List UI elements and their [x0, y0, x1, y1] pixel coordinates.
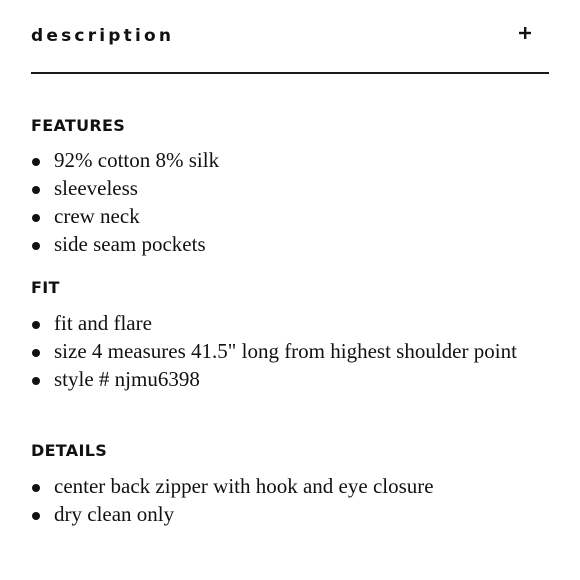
header-divider	[31, 72, 549, 74]
list-item-text: center back zipper with hook and eye closure	[54, 474, 434, 498]
list-item	[31, 146, 531, 174]
list-item-text: fit and flare	[54, 311, 152, 335]
list-item-text: style # njmu6398	[54, 367, 200, 391]
description-accordion-toggle[interactable]	[31, 20, 549, 52]
details-heading: DETAILS	[31, 441, 108, 460]
list-item	[31, 202, 531, 230]
bullet-icon	[32, 377, 40, 385]
fit-heading: FIT	[31, 278, 60, 297]
list-item	[31, 309, 531, 337]
list-item	[31, 472, 531, 500]
bullet-icon	[32, 349, 40, 357]
list-item-text: dry clean only	[54, 502, 175, 526]
bullet-icon	[32, 186, 40, 194]
bullet-icon	[32, 242, 40, 250]
list-item	[31, 500, 531, 528]
list-item-text: side seam pockets	[54, 232, 206, 256]
list-item	[31, 337, 531, 365]
list-item	[31, 174, 531, 202]
features-list	[31, 146, 531, 258]
list-item-text: 92% cotton 8% silk	[54, 148, 220, 172]
list-item-text: sleeveless	[54, 176, 138, 200]
list-item	[31, 230, 531, 258]
plus-icon[interactable]	[519, 26, 531, 38]
list-item-text: size 4 measures 41.5" long from highest shoulder point	[54, 339, 517, 363]
details-list	[31, 472, 531, 528]
bullet-icon	[32, 158, 40, 166]
bullet-icon	[32, 512, 40, 520]
bullet-icon	[32, 484, 40, 492]
fit-list	[31, 309, 531, 393]
accordion-title: description	[31, 26, 175, 46]
list-item-text: crew neck	[54, 204, 140, 228]
list-item	[31, 365, 531, 393]
bullet-icon	[32, 214, 40, 222]
features-heading: FEATURES	[31, 116, 126, 135]
bullet-icon	[32, 321, 40, 329]
